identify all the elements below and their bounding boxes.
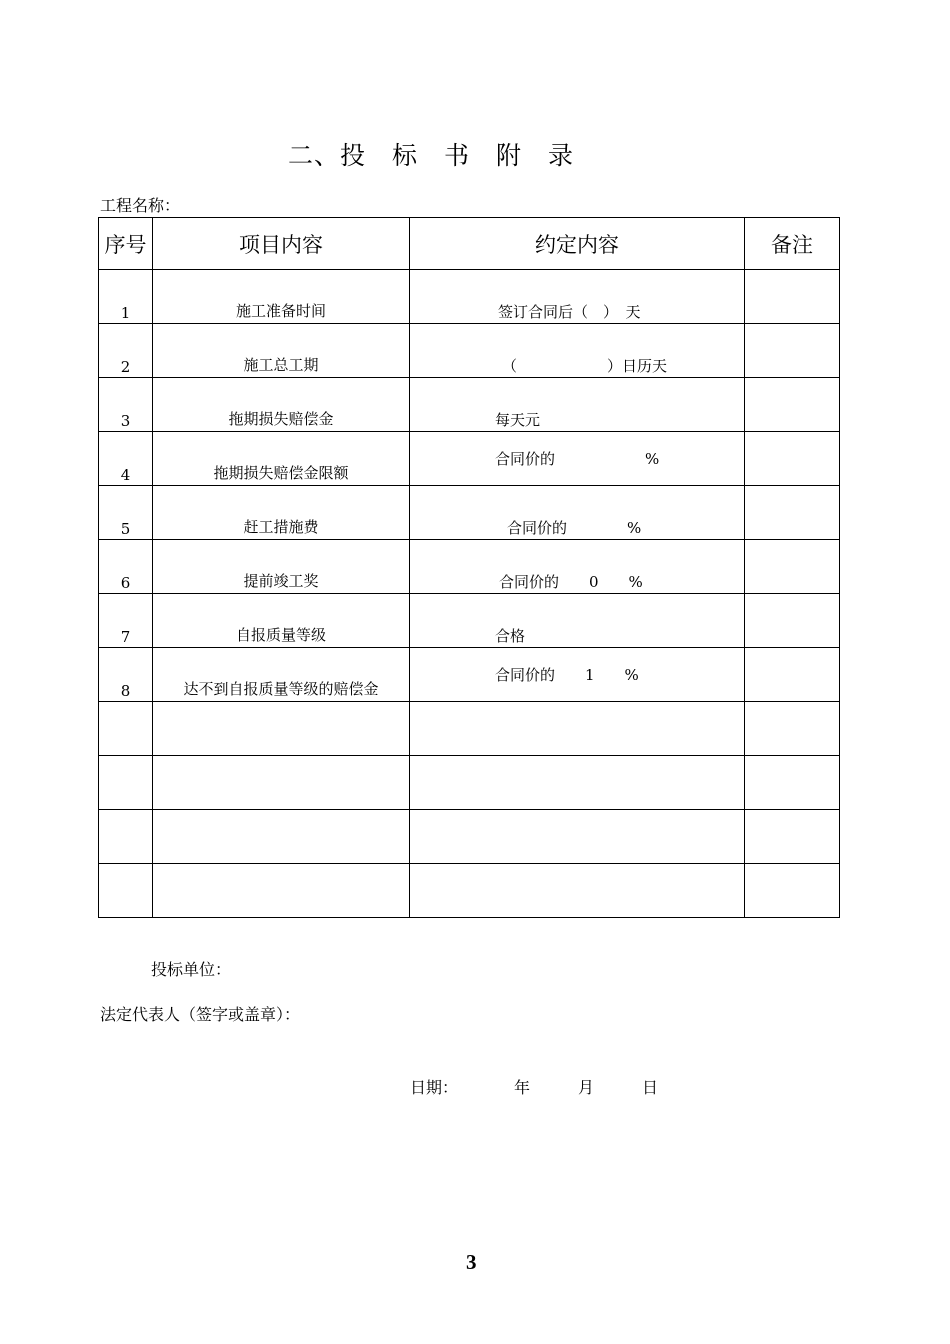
row-agreed [410,378,745,432]
row-agreed-text: 每天元 [495,411,541,429]
row-note [745,486,840,540]
row-item: 施工总工期 [153,324,410,378]
bidder-label: 投标单位： [151,960,232,979]
row-item [153,756,410,810]
row-agreed [410,756,745,810]
header-note: 备注 [745,218,840,270]
row-item [153,810,410,864]
row-agreed-text: 合同价的 % [507,519,642,537]
row-item: 达不到自报质量等级的赔偿金 [153,648,410,702]
row-item: 施工准备时间 [153,270,410,324]
project-name-label: 工程名称： [100,196,181,215]
appendix-table [98,217,840,918]
header-item: 项目内容 [153,218,410,270]
row-agreed [410,648,745,702]
row-note [745,378,840,432]
header-agreed: 约定内容 [410,218,745,270]
table-row [99,648,840,702]
row-item: 自报质量等级 [153,594,410,648]
row-agreed [410,540,745,594]
row-seq: 4 [99,432,153,486]
row-seq: 7 [99,594,153,648]
row-agreed-text: 合格 [495,627,526,645]
row-note [745,702,840,756]
header-seq: 序号 [99,218,153,270]
table-row [99,486,840,540]
row-item: 提前竣工奖 [153,540,410,594]
table-header-row [99,218,840,270]
table-row [99,270,840,324]
row-note [745,432,840,486]
table-row [99,540,840,594]
row-agreed-text: 签订合同后（ ） 天 [498,303,641,321]
table-row [99,864,840,918]
row-item [153,702,410,756]
row-note [745,270,840,324]
row-agreed [410,486,745,540]
table-row [99,324,840,378]
row-agreed [410,702,745,756]
page-number: 3 [466,1250,477,1274]
table-row [99,378,840,432]
row-agreed [410,864,745,918]
table-row [99,702,840,756]
representative-label: 法定代表人（签字或盖章）： [100,1005,301,1024]
page-title: 二、投 标 书 附 录 [288,141,575,170]
row-item: 拖期损失赔偿金 [153,378,410,432]
row-note [745,648,840,702]
row-agreed [410,594,745,648]
row-note [745,594,840,648]
row-seq: 3 [99,378,153,432]
row-note [745,864,840,918]
table-row [99,810,840,864]
row-agreed-text: 合同价的 1 % [495,666,639,684]
row-seq [99,756,153,810]
row-seq: 1 [99,270,153,324]
row-agreed-text: （ ）日历天 [502,357,668,375]
date-label: 日期： 年 月 日 [410,1078,659,1097]
row-agreed-text: 合同价的 0 % [499,573,643,591]
row-agreed [410,324,745,378]
row-agreed [410,432,745,486]
row-agreed [410,270,745,324]
row-agreed-text: 合同价的 % [495,450,660,468]
row-seq [99,702,153,756]
row-seq: 2 [99,324,153,378]
row-item: 拖期损失赔偿金限额 [153,432,410,486]
row-seq: 6 [99,540,153,594]
row-seq: 8 [99,648,153,702]
row-item: 赶工措施费 [153,486,410,540]
table-row [99,432,840,486]
row-seq: 5 [99,486,153,540]
row-note [745,756,840,810]
table-row [99,594,840,648]
row-note [745,810,840,864]
row-seq [99,864,153,918]
row-note [745,324,840,378]
row-item [153,864,410,918]
row-agreed [410,810,745,864]
row-note [745,540,840,594]
row-seq [99,810,153,864]
table-row [99,756,840,810]
